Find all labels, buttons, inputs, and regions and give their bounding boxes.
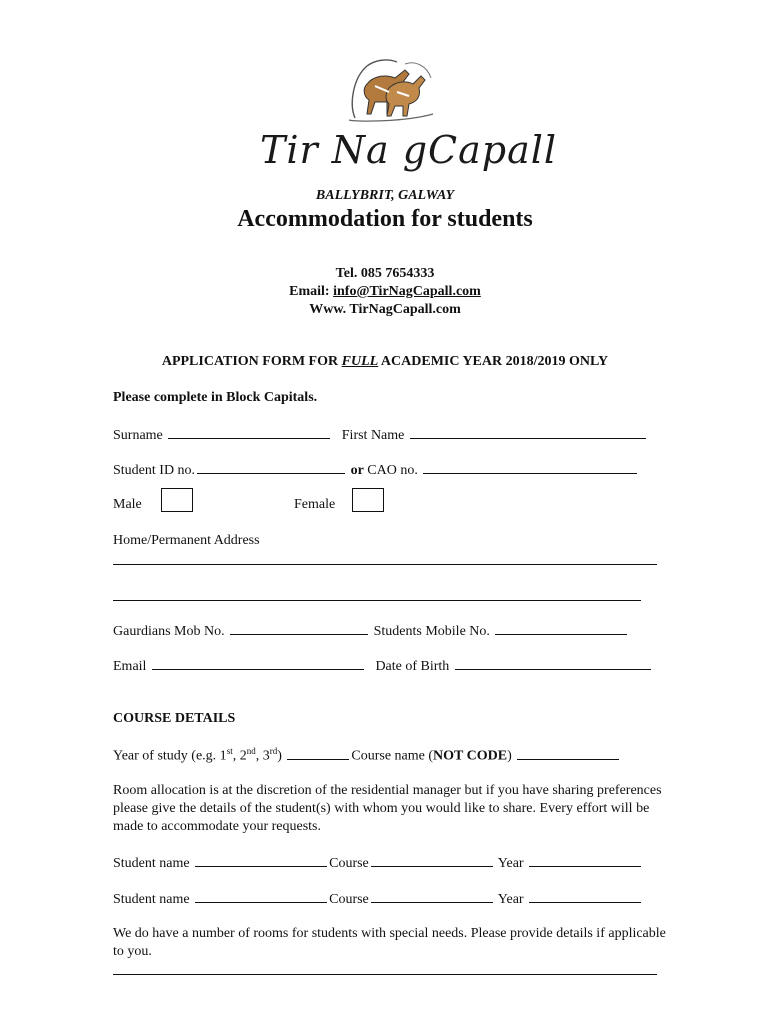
male-checkbox[interactable] xyxy=(161,488,193,512)
surname-field[interactable] xyxy=(168,426,330,439)
year-field-2[interactable] xyxy=(529,890,641,903)
special-needs-line[interactable] xyxy=(113,974,657,975)
year-label: Year xyxy=(497,856,524,871)
students-mob-label: Students Mobile No. xyxy=(373,624,490,639)
course-name-label: Course name ( xyxy=(351,748,434,764)
not-code-label: NOT CODE xyxy=(433,748,508,764)
email-line xyxy=(0,283,770,301)
student-row-2 xyxy=(113,890,643,908)
course-field-1[interactable] xyxy=(371,854,493,867)
sup-rd: rd xyxy=(269,746,278,756)
contact-block xyxy=(0,265,770,319)
email-field-label: Email xyxy=(113,659,147,674)
student-id-field[interactable] xyxy=(197,461,345,474)
student-name-field-2[interactable] xyxy=(195,890,327,903)
form-title-emphasis: FULL xyxy=(341,354,379,369)
logo-text: Tir Na gCapall xyxy=(260,128,558,172)
tel: Tel. 085 7654333 xyxy=(335,266,435,281)
page-title: Accommodation for students xyxy=(237,206,533,232)
first-name-label: First Name xyxy=(341,428,405,443)
horses-logo-icon xyxy=(260,48,520,128)
female-checkbox[interactable] xyxy=(352,488,384,512)
form-title-pre: APPLICATION FORM FOR xyxy=(161,354,342,369)
course-name-field[interactable] xyxy=(517,747,619,760)
email-dob-row xyxy=(113,657,653,675)
year-suffix: ) xyxy=(277,748,282,764)
course-name-close: ) xyxy=(507,748,512,764)
sep-1: , 2 xyxy=(232,748,247,764)
address-line-2[interactable] xyxy=(113,600,641,601)
year-label: Year xyxy=(497,892,524,907)
male-label: Male xyxy=(113,497,142,512)
email-field[interactable] xyxy=(152,657,364,670)
student-name-field-1[interactable] xyxy=(195,854,327,867)
female-label: Female xyxy=(294,497,336,512)
sup-st: st xyxy=(226,746,233,756)
location: BALLYBRIT, GALWAY xyxy=(315,188,455,203)
email-label: Email: xyxy=(289,284,334,299)
students-mob-field[interactable] xyxy=(495,622,627,635)
room-allocation-text: Room allocation is at the discretion of the residential manager but if you have sharing preferences please give the details of the student(s) with whom you would like to share. Every effort will be made to accommodate your requests. xyxy=(113,783,662,834)
address-label: Home/Permanent Address xyxy=(113,533,260,548)
year-course-row xyxy=(113,746,621,765)
student-id-row xyxy=(113,461,639,479)
sep-2: , 3 xyxy=(255,748,270,764)
student-name-label: Student name xyxy=(113,892,190,907)
mobile-row xyxy=(113,622,629,640)
email-link[interactable]: info@TirNagCapall.com xyxy=(333,284,481,299)
website[interactable]: Www. TirNagCapall.com xyxy=(309,302,461,317)
dob-label: Date of Birth xyxy=(375,659,450,674)
form-title-post: ACADEMIC YEAR 2018/2019 ONLY xyxy=(378,354,609,369)
guardians-mob-label: Gaurdians Mob No. xyxy=(113,624,225,639)
logo xyxy=(260,48,558,188)
student-id-label: Student ID no. xyxy=(113,463,196,478)
surname-label: Surname xyxy=(113,428,163,443)
cao-label: CAO no. xyxy=(367,463,418,478)
dob-field[interactable] xyxy=(455,657,651,670)
special-needs-text: We do have a number of rooms for students with special needs. Please provide details if applicable to you. xyxy=(113,926,666,959)
year-field-1[interactable] xyxy=(529,854,641,867)
surname-row xyxy=(113,426,648,444)
first-name-field[interactable] xyxy=(410,426,646,439)
course-field-2[interactable] xyxy=(371,890,493,903)
student-row-1 xyxy=(113,854,643,872)
course-label: Course xyxy=(329,856,369,871)
or-label: or xyxy=(350,463,364,478)
guardians-mob-field[interactable] xyxy=(230,622,368,635)
course-heading: COURSE DETAILS xyxy=(113,711,236,726)
course-label: Course xyxy=(329,892,369,907)
instructions: Please complete in Block Capitals. xyxy=(113,390,318,405)
address-line-1[interactable] xyxy=(113,564,657,565)
year-of-study-label: Year of study (e.g. 1 xyxy=(113,748,227,764)
form-title xyxy=(0,354,770,370)
cao-field[interactable] xyxy=(423,461,637,474)
sup-nd: nd xyxy=(246,746,256,756)
student-name-label: Student name xyxy=(113,856,190,871)
year-of-study-field[interactable] xyxy=(287,747,349,760)
